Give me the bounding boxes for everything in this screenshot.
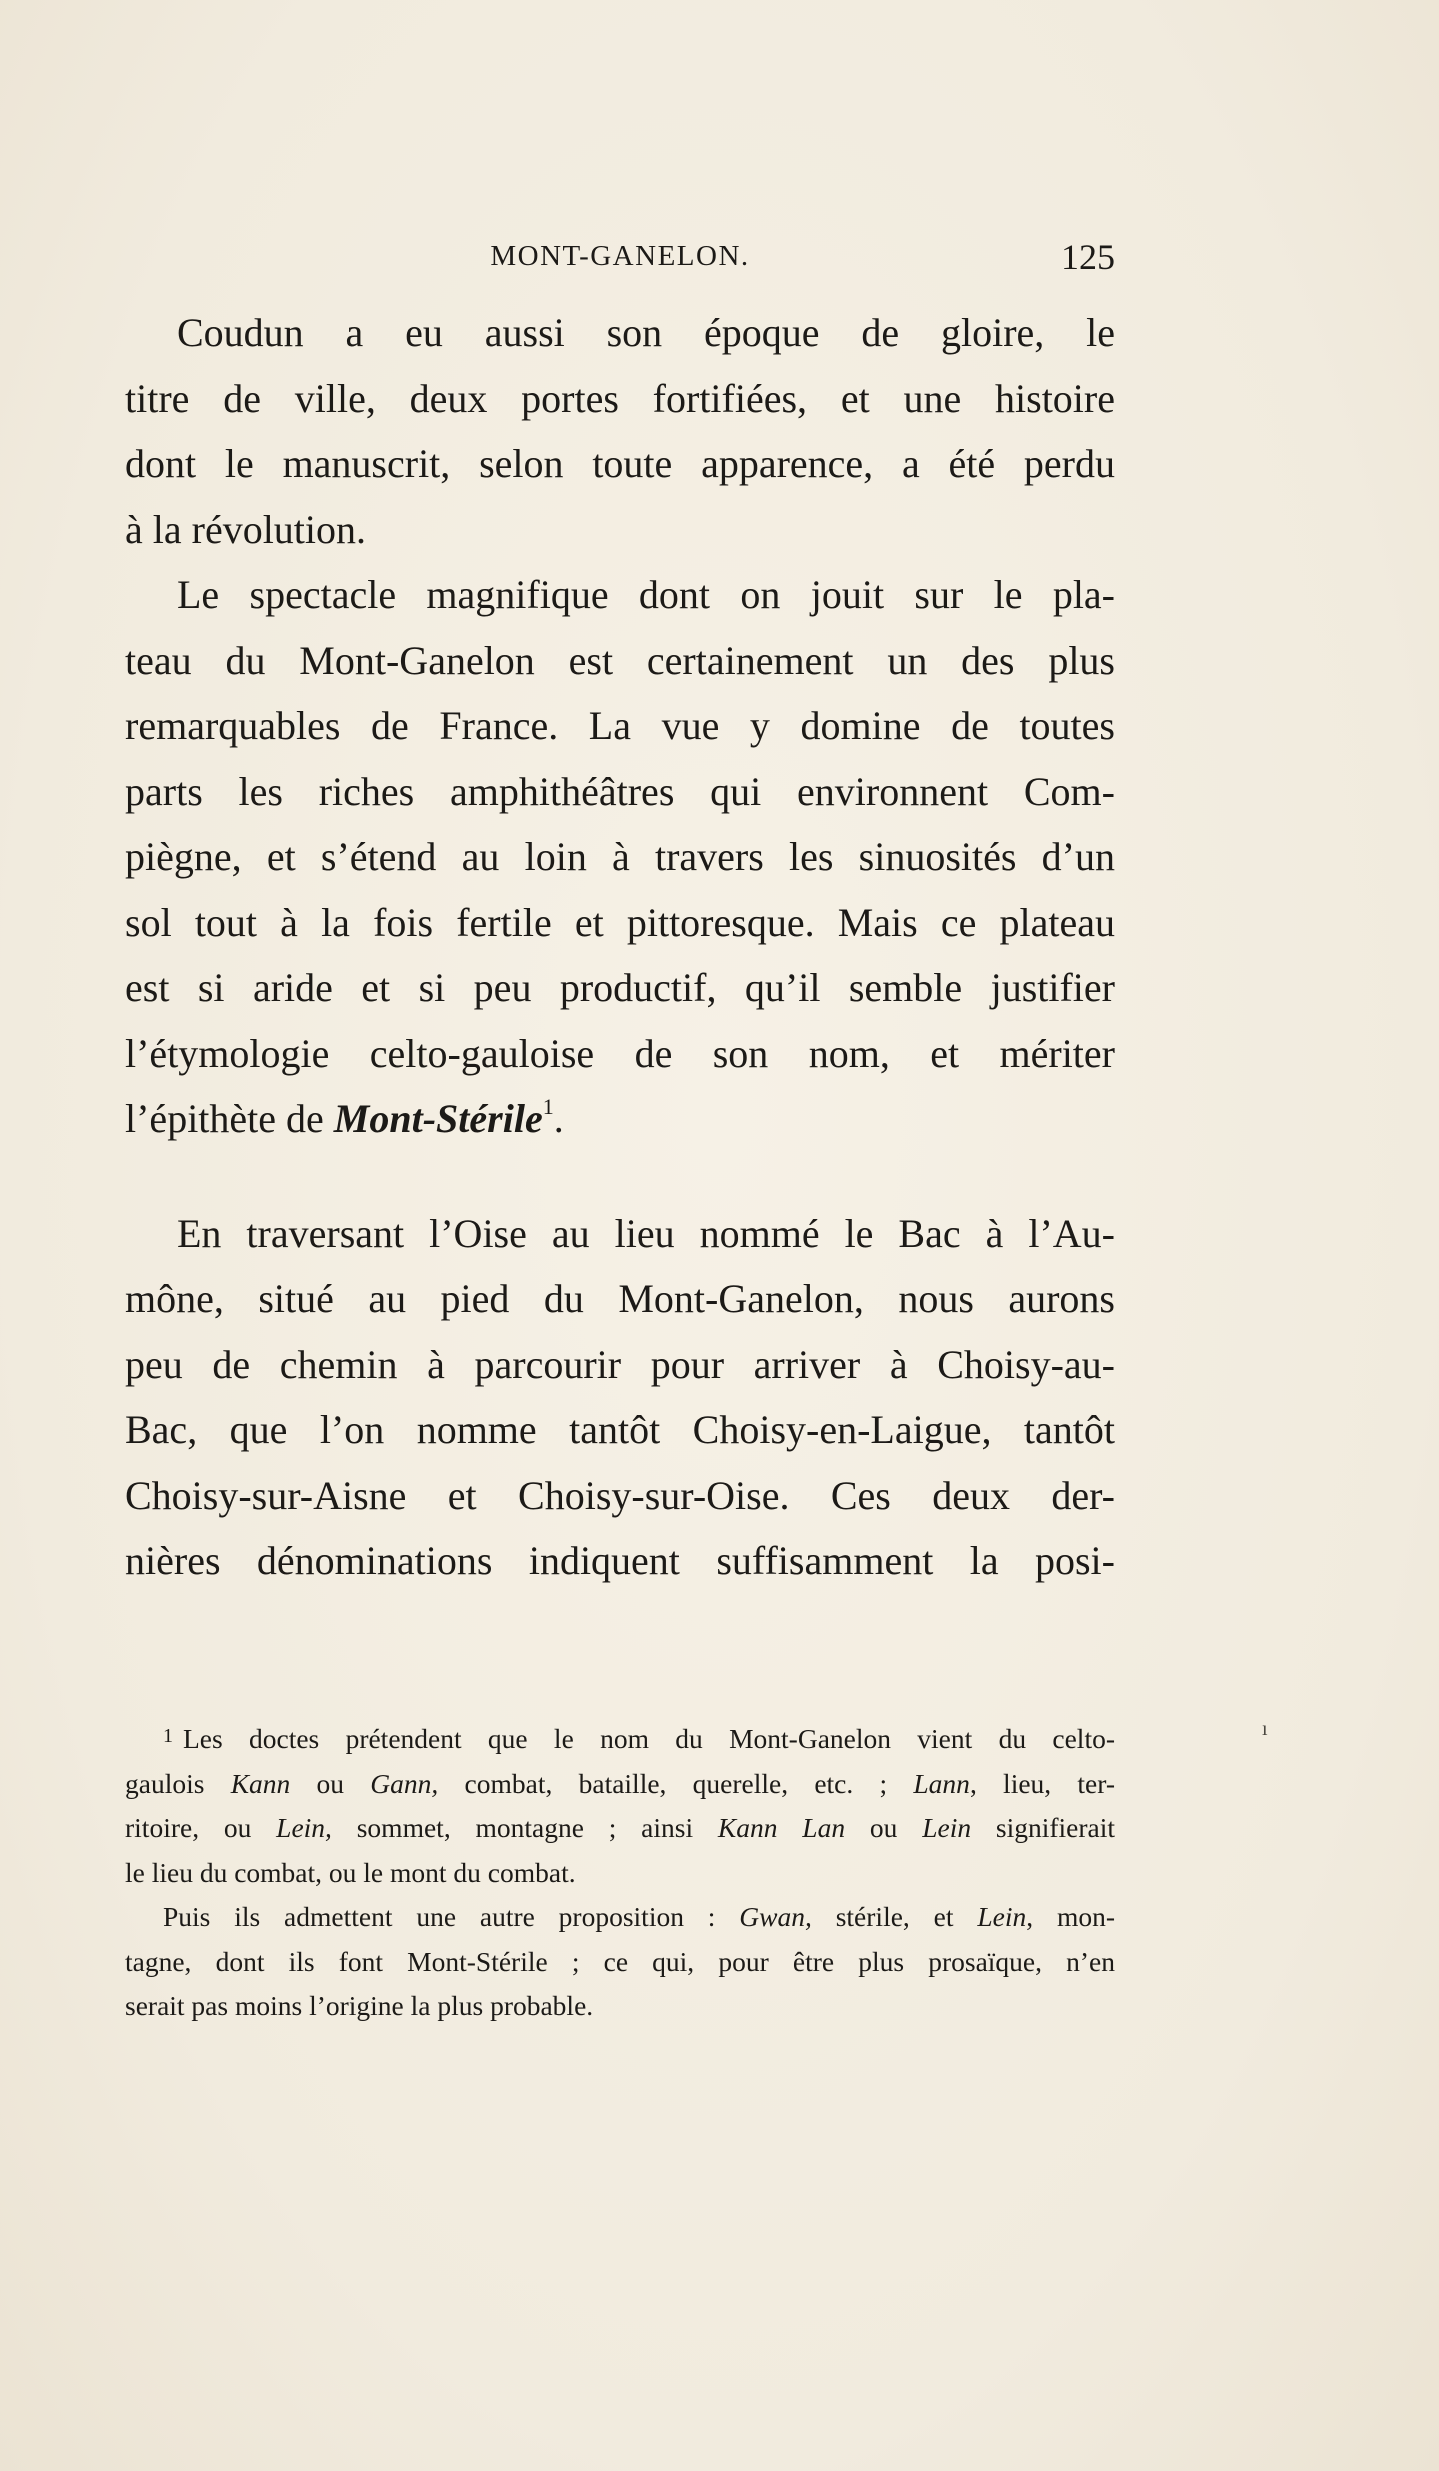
paragraph-1: [125, 300, 1115, 562]
text-line: l’étymologie celto-gauloise de son nom, et mériter: [125, 1030, 1115, 1076]
italic-term: Lein,: [276, 1812, 332, 1843]
body-text: [125, 300, 1115, 1594]
text-line: [125, 1086, 1115, 1152]
text-line: sol tout à la fois fertile et pittoresque. Mais ce plateau: [125, 899, 1115, 945]
text-line: est si aride et si peu productif, qu’il semble justifier: [125, 965, 1115, 1010]
text-fragment: stérile, et: [835, 1901, 954, 1932]
footnote-line: serait pas moins l’origine la plus probable.: [125, 1990, 594, 2021]
footnote-line: tagne, dont ils font Mont-Stérile ; ce qui, pour être plus prosaïque, n’en: [125, 1945, 1115, 1977]
paragraph-3: [125, 1201, 1115, 1594]
text-fragment: Puis ils admettent une autre proposition :: [163, 1901, 716, 1932]
text-line: peu de chemin à parcourir pour arriver à Choisy-au-: [125, 1341, 1115, 1387]
text-line: à la révolution.: [125, 506, 367, 552]
text-line: remarquables de France. La vue y domine de toutes: [125, 703, 1115, 748]
margin-mark: ı: [1262, 1718, 1268, 1740]
text-fragment: gaulois: [125, 1767, 205, 1799]
italic-term: Gwan,: [739, 1901, 812, 1932]
text-line: piègne, et s’étend au loin à travers les sinuosités d’un: [125, 834, 1115, 879]
text-line: teau du Mont-Ganelon est certainement un des plus: [125, 637, 1115, 683]
text-line: mône, situé au pied du Mont-Ganelon, nous aurons: [125, 1276, 1115, 1321]
text-fragment: sommet, montagne ; ainsi: [356, 1812, 694, 1843]
page-header: [125, 237, 1115, 280]
footnote-reference: 1: [542, 1094, 554, 1119]
text-fragment: .: [553, 1096, 564, 1141]
text-fragment: Les doctes prétendent que le nom du Mont-Ganelon vient du celto-: [183, 1723, 1115, 1754]
page-number: 125: [1061, 237, 1115, 277]
text-line: nières dénominations indiquent suffisamment la posi-: [125, 1538, 1115, 1583]
text-line: Le spectacle magnifique dont on jouit sur le pla-: [177, 572, 1115, 617]
paragraph-2: [125, 562, 1115, 1152]
footnote-line: [125, 1806, 1115, 1851]
italic-term: Gann,: [370, 1767, 439, 1799]
italic-term: Lann: [913, 1767, 970, 1799]
text-fragment: , mon-: [1026, 1901, 1115, 1932]
italic-term: Mont-Stérile: [333, 1096, 543, 1141]
text-line: parts les riches amphithéâtres qui environnent Com-: [125, 768, 1115, 814]
footnote-line: [125, 1895, 1115, 1940]
footnote-mark: 1: [163, 1725, 173, 1747]
text-line: titre de ville, deux portes fortifiées, et une histoire: [125, 375, 1115, 421]
text-line: dont le manuscrit, selon toute apparence, a été perdu: [125, 441, 1115, 486]
italic-term: Lein: [922, 1812, 972, 1843]
text-line: Coudun a eu aussi son époque de gloire, le: [177, 310, 1115, 355]
text-fragment: , lieu, ter-: [969, 1767, 1116, 1799]
text-line: Choisy-sur-Aisne et Choisy-sur-Oise. Ces deux der-: [125, 1472, 1115, 1518]
footnote: [125, 1714, 1115, 2029]
text-fragment: ritoire, ou: [125, 1812, 252, 1843]
text-fragment: signifierait: [995, 1812, 1116, 1843]
footnote-line: le lieu du combat, ou le mont du combat.: [125, 1856, 576, 1888]
footnote-line: [125, 1762, 1115, 1807]
running-title: MONT-GANELON.: [490, 240, 750, 272]
italic-term: Lein: [977, 1901, 1027, 1932]
italic-term: Kann: [230, 1767, 291, 1799]
footnote-line: [125, 1714, 1115, 1762]
text-line: Bac, que l’on nomme tantôt Choisy-en-Laigue, tantôt: [125, 1407, 1115, 1452]
italic-term: Kann Lan: [717, 1812, 846, 1843]
text-fragment: ou: [316, 1767, 345, 1799]
text-fragment: combat, bataille, querelle, etc. ;: [464, 1767, 888, 1799]
text-fragment: ou: [869, 1812, 898, 1843]
text-fragment: l’épithète de: [125, 1096, 324, 1141]
text-line: En traversant l’Oise au lieu nommé le Bac à l’Au-: [177, 1210, 1115, 1256]
